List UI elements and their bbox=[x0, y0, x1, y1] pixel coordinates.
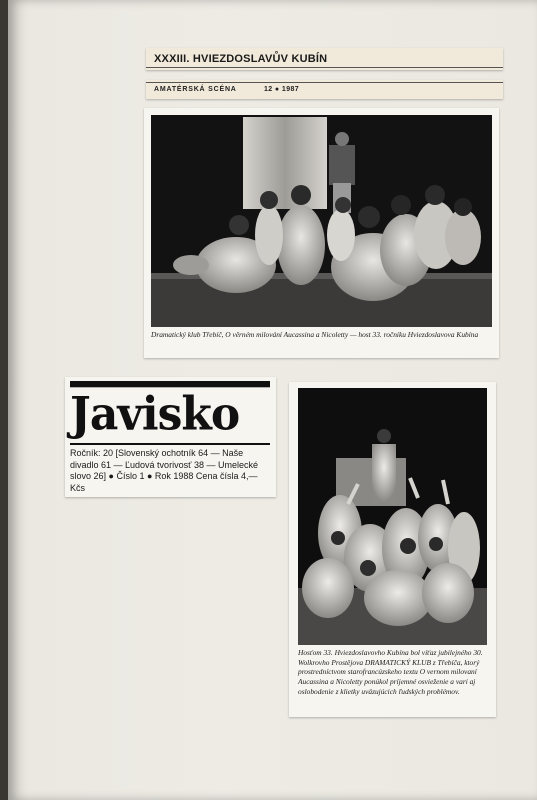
javisko-logo: Javisko bbox=[70, 381, 270, 448]
photo-clipping-top bbox=[144, 108, 499, 358]
scrapbook-page bbox=[8, 0, 537, 800]
header-subtitle-clipping bbox=[146, 80, 503, 99]
javisko-rule bbox=[70, 443, 270, 445]
javisko-masthead-clipping bbox=[65, 377, 276, 497]
stage-photo-dance bbox=[298, 388, 487, 645]
photo-caption-top: Dramatický klub Třebíč, O věrném milování Aucassina a Nicoletty — host 33. ročníku Hviezdoslavova Kubína bbox=[151, 330, 479, 339]
photo-clipping-right bbox=[289, 382, 496, 717]
stage-photo-dance-image bbox=[298, 388, 487, 645]
photo-caption-right: Hosťom 33. Hviezdoslavovho Kubína bol víťaz jubilejného 30. Wolkrovho Prostějova DRAMATICKÝ KLUB z Třebíča, ktorý prostredníctvom starofrancúzskeho textu O vernom milovaní Aucassina a Nicoletty ponúkol príjemné osvieženie a vari aj oslobodenie z klietky uväzujúcich ľudských problémov. bbox=[298, 648, 483, 696]
stage-photo-image bbox=[151, 115, 492, 327]
stage-photo-ensemble bbox=[151, 115, 492, 327]
header-issue: 12 ● 1987 bbox=[264, 86, 300, 93]
javisko-issue-info: Ročník: 20 [Slovenský ochotník 64 — Naše divadlo 61 — Ľudová tvorivosť 38 — Umelecké slovo 26] ● Číslo 1 ● Rok 1988 Cena čísla 4,— Kčs bbox=[70, 448, 258, 493]
header-title: XXXIII. HVIEZDOSLAVŮV KUBÍN bbox=[154, 53, 328, 65]
header-subtitle: AMATÉRSKÁ SCÉNA bbox=[154, 86, 237, 93]
header-title-clipping bbox=[146, 48, 503, 70]
